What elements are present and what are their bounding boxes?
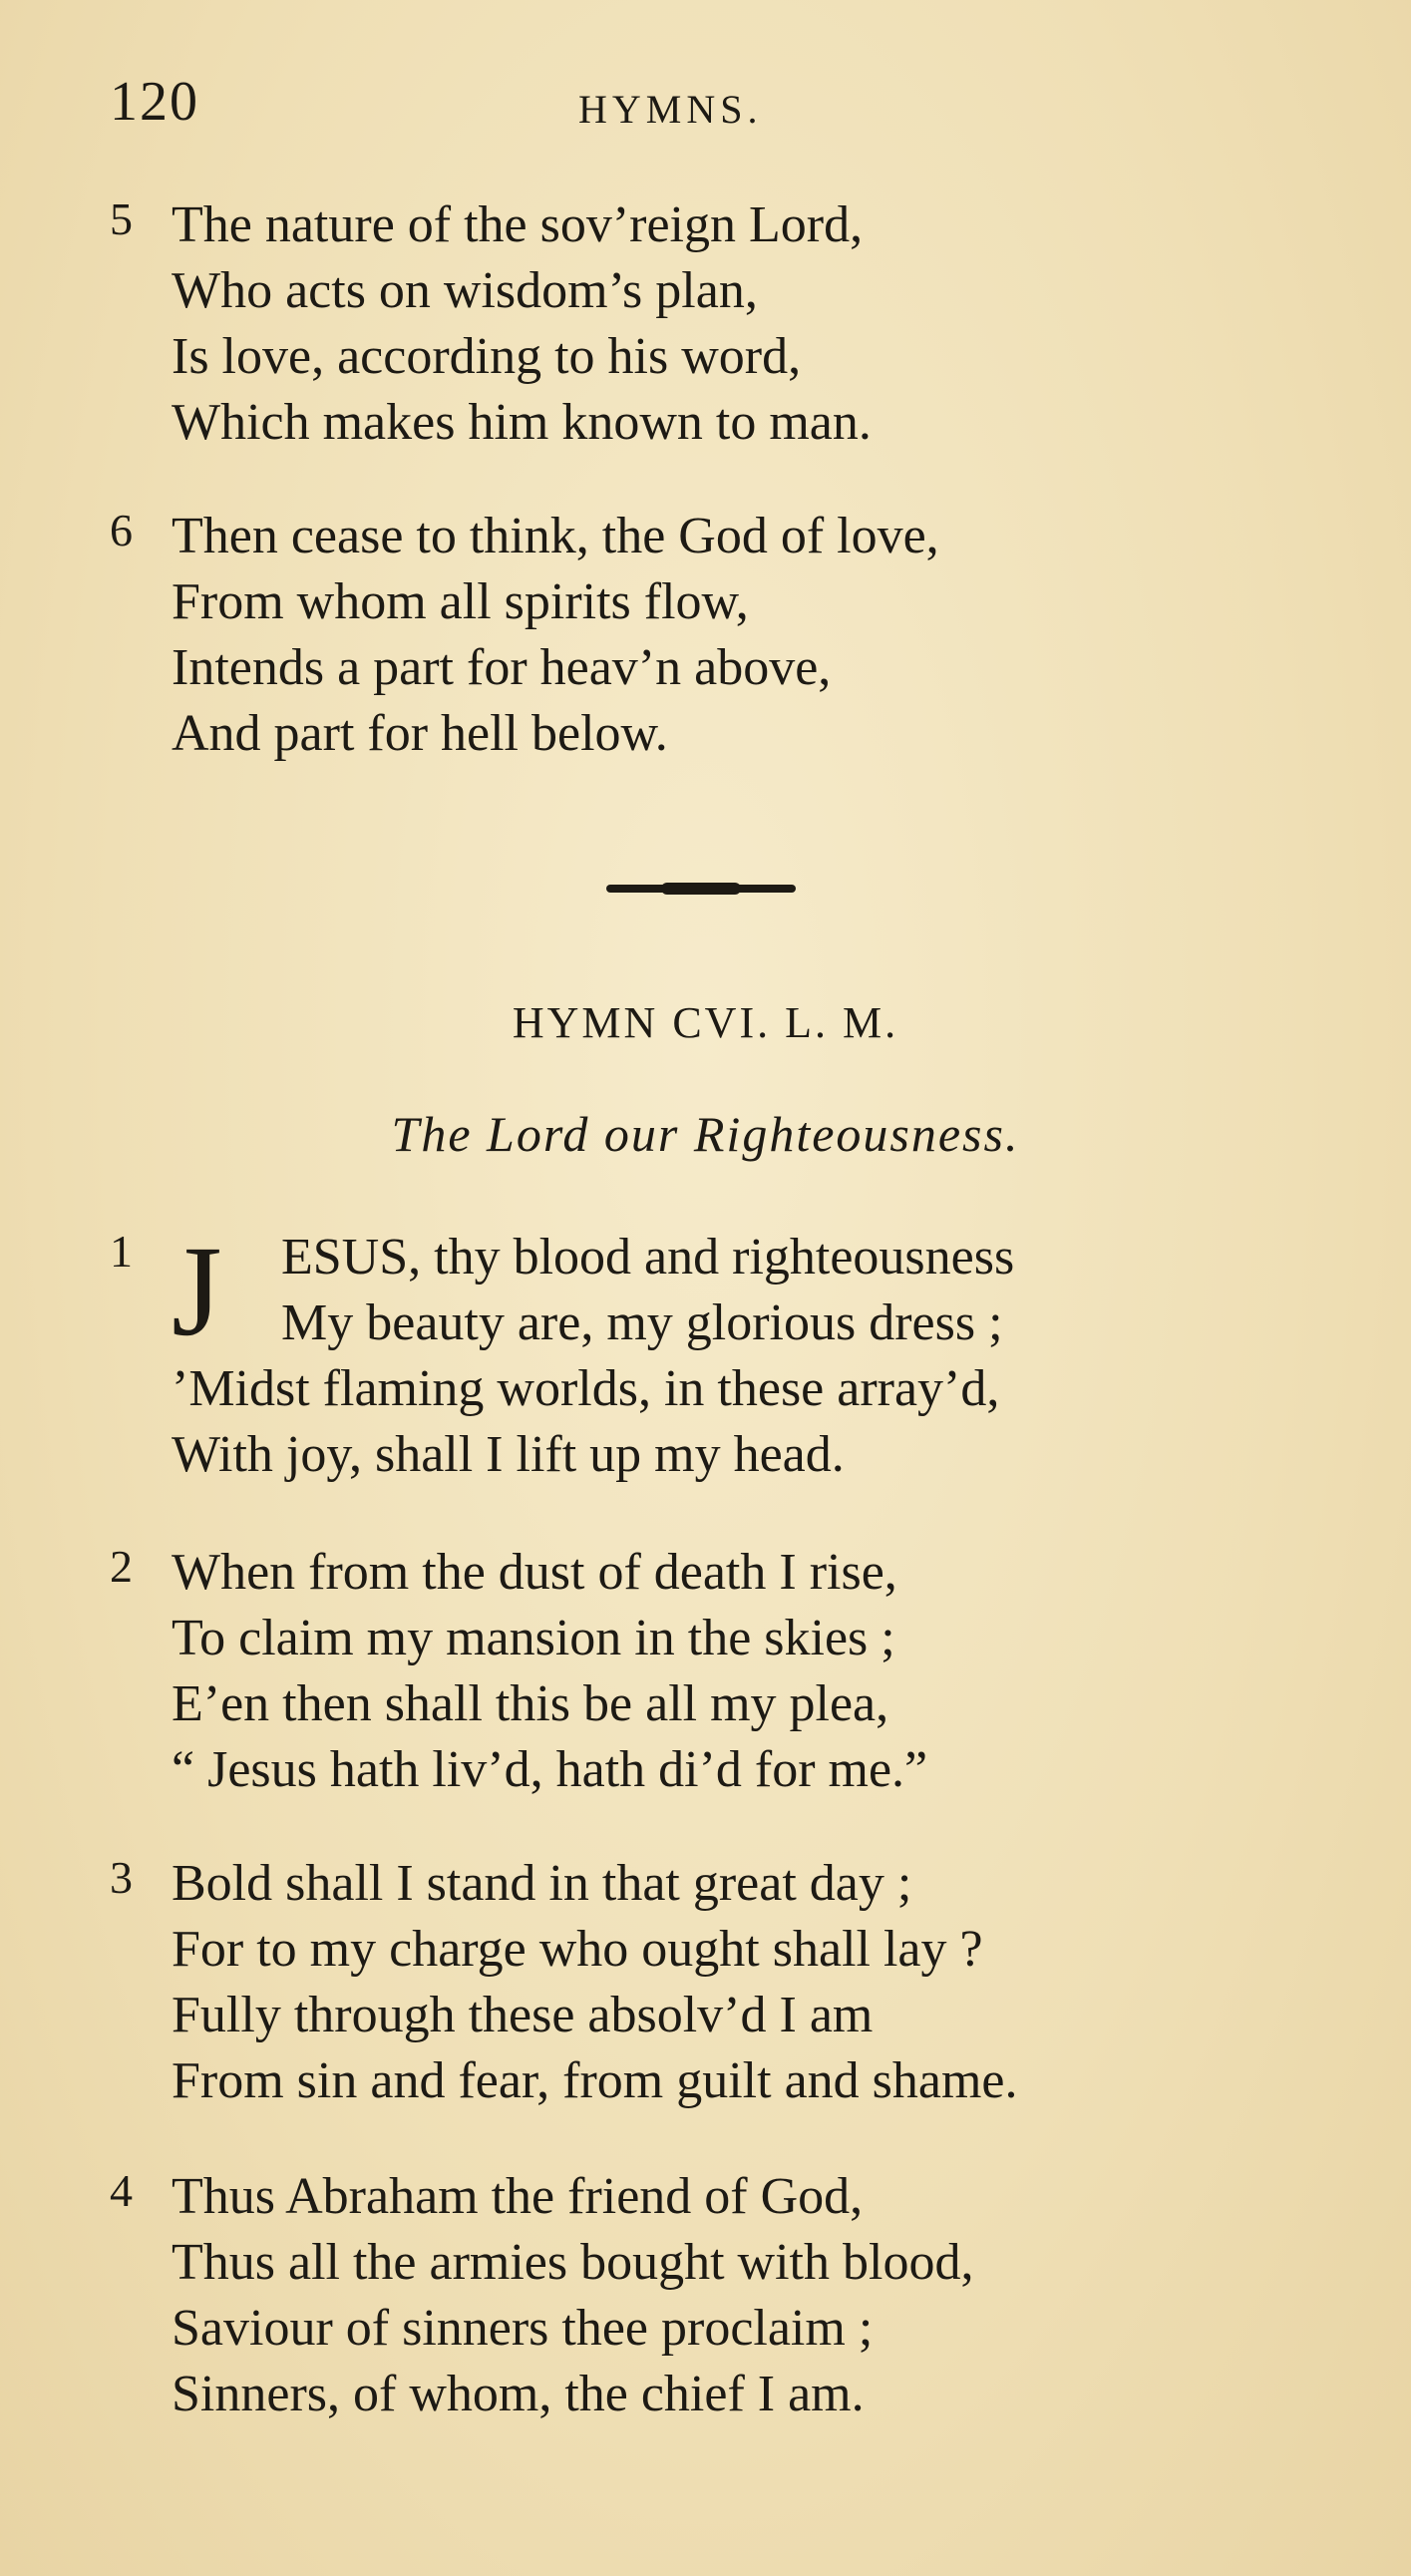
section-divider-rule bbox=[606, 885, 796, 893]
hymn-heading: HYMN CVI. L. M. bbox=[512, 998, 899, 1047]
verse-line: ’Midst flaming worlds, in these array’d, bbox=[172, 1360, 1000, 1417]
verse-line: The nature of the sov’reign Lord, bbox=[172, 196, 864, 253]
stanza-4 bbox=[110, 2164, 1356, 2427]
verse-line: Who acts on wisdom’s plan, bbox=[172, 262, 758, 319]
verse-line: Thus Abraham the friend of God, bbox=[172, 2168, 864, 2225]
verse-line: To claim my mansion in the skies ; bbox=[172, 1610, 895, 1666]
verse-line: Intends a part for heav’n above, bbox=[172, 639, 832, 696]
verse-line: For to my charge who ought shall lay ? bbox=[172, 1921, 983, 1978]
stanza-number: 3 bbox=[110, 1852, 133, 1903]
stanza-6 bbox=[110, 504, 1356, 767]
stanza-number: 2 bbox=[110, 1541, 133, 1592]
stanza-1 bbox=[110, 1220, 1356, 1488]
stanza-2 bbox=[110, 1540, 1356, 1803]
stanza-5 bbox=[110, 192, 1356, 456]
stanza-number: 1 bbox=[110, 1226, 133, 1277]
verse-line: Sinners, of whom, the chief I am. bbox=[172, 2366, 865, 2422]
running-head bbox=[110, 70, 1306, 150]
verse-line: Then cease to think, the God of love, bbox=[172, 508, 939, 564]
verse-line: Saviour of sinners thee proclaim ; bbox=[172, 2300, 874, 2357]
verse-line: From sin and fear, from guilt and shame. bbox=[172, 2052, 1018, 2109]
hymn-subtitle: The Lord our Righteousness. bbox=[391, 1106, 1020, 1162]
verse-line: From whom all spirits flow, bbox=[172, 573, 749, 630]
verse-line: Which makes him known to man. bbox=[172, 394, 872, 451]
stanza-number: 5 bbox=[110, 193, 133, 244]
drop-cap: J bbox=[172, 1220, 222, 1363]
verse-line: Fully through these absolv’d I am bbox=[172, 1987, 874, 2043]
verse-line: When from the dust of death I rise, bbox=[172, 1544, 897, 1601]
verse-line: E’en then shall this be all my plea, bbox=[172, 1675, 889, 1732]
page-number: 120 bbox=[110, 71, 199, 133]
stanza-3 bbox=[110, 1851, 1356, 2114]
stanza-number: 6 bbox=[110, 505, 133, 555]
verse-line: Bold shall I stand in that great day ; bbox=[172, 1855, 912, 1912]
verse-line: Thus all the armies bought with blood, bbox=[172, 2234, 974, 2291]
verse-line: ESUS, thy blood and righteousness bbox=[281, 1229, 1015, 1286]
verse-line: My beauty are, my glorious dress ; bbox=[281, 1294, 1003, 1351]
verse-line: “ Jesus hath liv’d, hath di’d for me.” bbox=[172, 1741, 928, 1798]
running-title: HYMNS. bbox=[578, 87, 763, 132]
verse-line: With joy, shall I lift up my head. bbox=[172, 1426, 845, 1483]
verse-line: Is love, according to his word, bbox=[172, 328, 802, 385]
stanza-number: 4 bbox=[110, 2165, 133, 2216]
verse-line: And part for hell below. bbox=[172, 705, 668, 762]
